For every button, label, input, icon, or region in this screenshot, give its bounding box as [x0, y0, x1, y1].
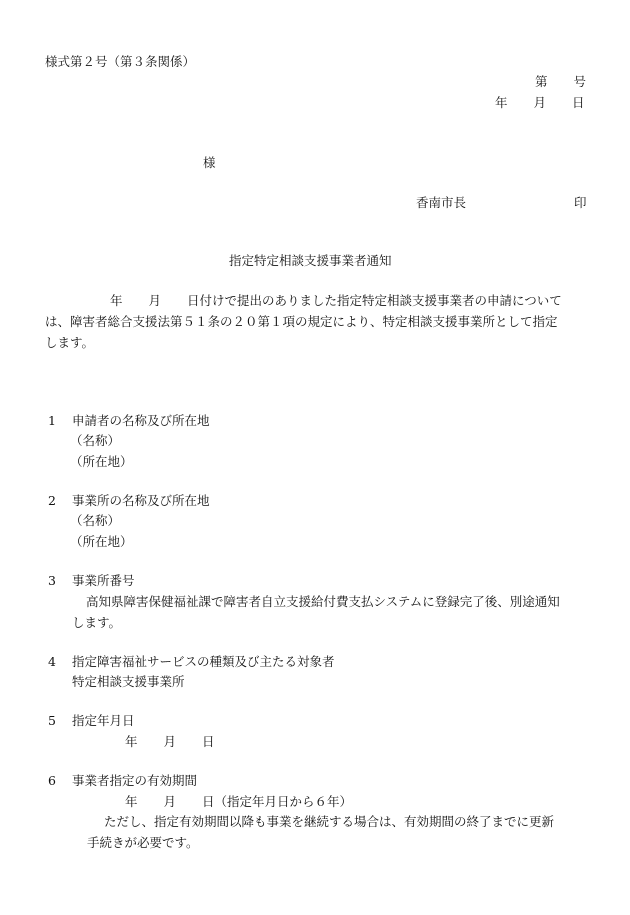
item-5-date — [125, 734, 215, 750]
item-3-text-line-1: 高知県障害保健福祉課で障害者自立支援給付費支払システムに登録完了後、別途通知 — [86, 594, 560, 609]
item-2-heading: 事業所の名称及び所在地 — [72, 493, 210, 508]
item-1-name-label: （名称） — [70, 433, 121, 448]
item-2-address-label: （所在地） — [70, 534, 133, 549]
item-6-month: 月 — [163, 794, 177, 809]
date-year: 年 — [495, 95, 508, 110]
date-day: 日 — [572, 95, 585, 110]
item-6-heading: 事業者指定の有効期間 — [72, 773, 198, 788]
item-6-day: 日 — [202, 794, 215, 809]
document-title: 指定特定相談支援事業者通知 — [229, 253, 392, 268]
item-3-number: 3 — [48, 573, 56, 588]
item-2-name-label: （名称） — [70, 513, 121, 528]
body-line-1 — [110, 293, 562, 309]
item-5-heading: 指定年月日 — [72, 713, 135, 728]
form-number: 様式第２号（第３条関係） — [45, 54, 196, 69]
document-date — [495, 95, 585, 111]
item-4-heading: 指定障害福祉サービスの種類及び主たる対象者 — [72, 654, 335, 669]
item-4-text: 特定相談支援事業所 — [72, 674, 185, 689]
item-5-month: 月 — [163, 734, 177, 749]
item-6-number: 6 — [48, 773, 56, 788]
sender-name: 香南市長 — [416, 195, 467, 210]
doc-no-suffix: 号 — [573, 74, 587, 89]
item-6-date — [125, 794, 352, 810]
document-number — [535, 74, 586, 90]
body-line-3: します。 — [45, 335, 95, 350]
item-5-day: 日 — [202, 734, 215, 749]
body-month: 月 — [148, 293, 162, 308]
addressee-honorific: 様 — [203, 155, 216, 170]
doc-no-prefix: 第 — [535, 74, 548, 89]
item-2-number: 2 — [48, 493, 56, 508]
item-1-address-label: （所在地） — [70, 454, 133, 469]
body-line-2: は、障害者総合支援法第５１条の２０第１項の規定により、特定相談支援事業所として指定 — [45, 314, 558, 329]
item-3-text-line-2: します。 — [72, 615, 122, 630]
item-1-heading: 申請者の名称及び所在地 — [72, 413, 210, 428]
date-month: 月 — [533, 95, 547, 110]
body-year: 年 — [110, 293, 123, 308]
body-line-1-text: 日付けで提出のありました指定特定相談支援事業者の申請について — [187, 293, 562, 308]
seal-mark: 印 — [574, 195, 587, 210]
item-1-number: 1 — [48, 413, 56, 428]
item-6-year: 年 — [125, 794, 138, 809]
item-5-year: 年 — [125, 734, 138, 749]
item-5-number: 5 — [48, 713, 56, 728]
item-6-text-line-1: ただし、指定有効期間以降も事業を継続する場合は、有効期間の終了までに更新 — [104, 814, 555, 829]
item-6-note: （指定年月日から６年） — [214, 794, 353, 809]
item-6-text-line-2: 手続きが必要です。 — [87, 835, 199, 850]
item-3-heading: 事業所番号 — [72, 573, 135, 588]
item-4-number: 4 — [48, 654, 56, 669]
